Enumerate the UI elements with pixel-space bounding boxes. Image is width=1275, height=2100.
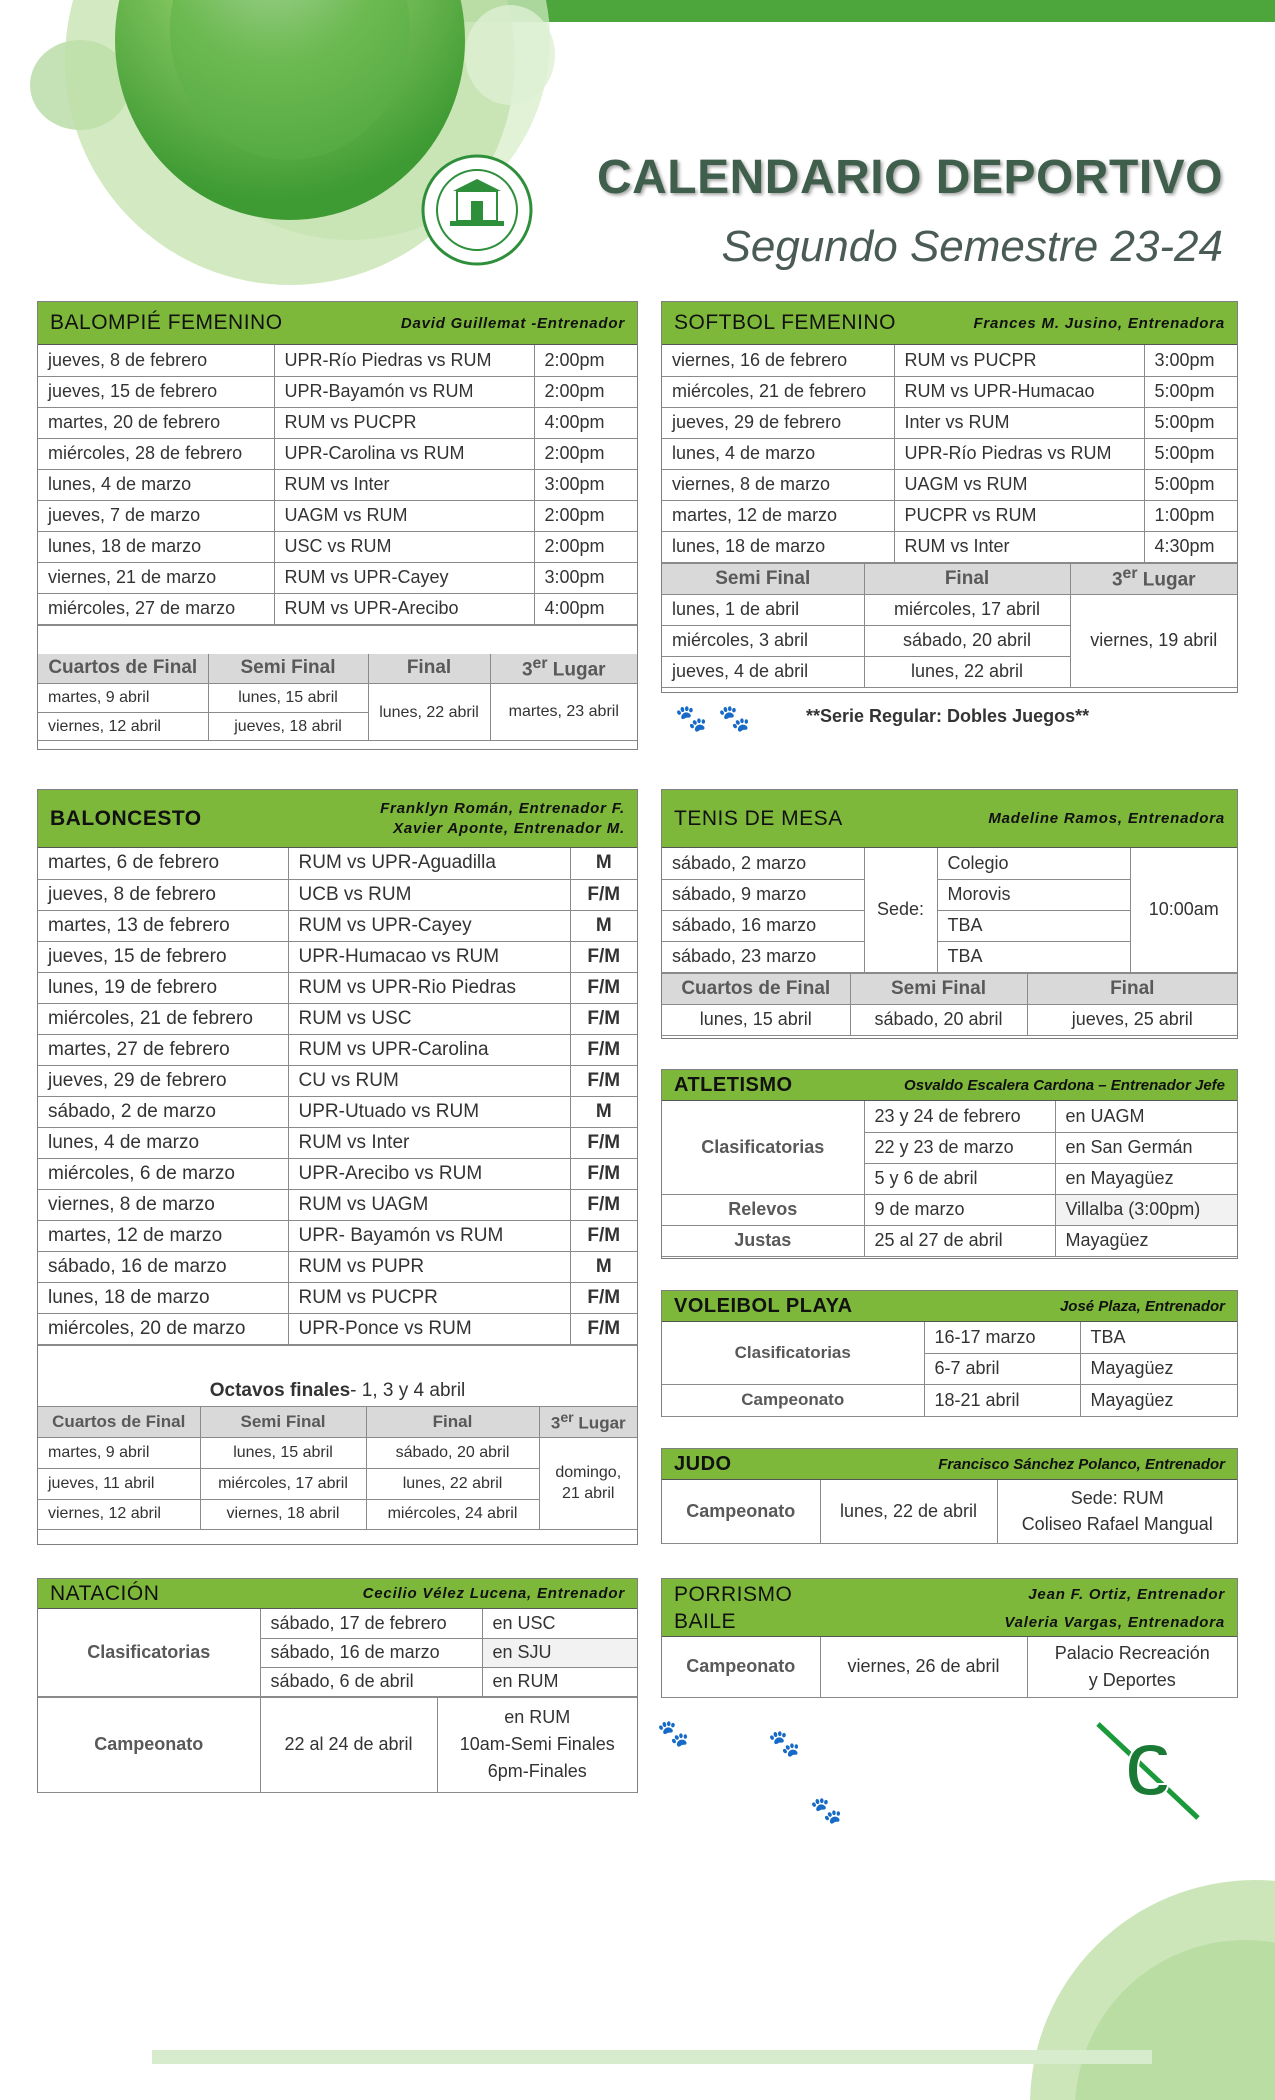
natacion-clasificatorias bbox=[38, 1609, 637, 1697]
game-row bbox=[38, 1065, 637, 1096]
sede-value: TBA bbox=[937, 941, 1130, 972]
event-place: en UAGM bbox=[1055, 1101, 1237, 1132]
game-row bbox=[38, 848, 637, 879]
game-row bbox=[662, 407, 1237, 438]
clasificatorias-label: Clasificatorias bbox=[38, 1609, 260, 1696]
natacion-header bbox=[38, 1579, 637, 1609]
playoff-header: Final bbox=[864, 563, 1070, 594]
voleibol-schedule bbox=[662, 1322, 1237, 1417]
paw-icon: 🐾 bbox=[718, 703, 751, 733]
playoff-header: Final bbox=[368, 654, 490, 684]
balompie-header bbox=[38, 302, 637, 345]
event-place: Villalba (3:00pm) bbox=[1055, 1194, 1237, 1225]
softbol-header bbox=[662, 302, 1237, 345]
game-category: F/M bbox=[570, 1034, 637, 1065]
playoff-header: Cuartos de Final bbox=[38, 1406, 200, 1437]
game-row bbox=[38, 879, 637, 910]
page-title: CALENDARIO DEPORTIVO bbox=[596, 151, 1223, 204]
judo-schedule bbox=[662, 1480, 1237, 1544]
sede-value: TBA bbox=[937, 910, 1130, 941]
game-row bbox=[662, 531, 1237, 562]
final-date: lunes, 22 abril bbox=[368, 684, 490, 741]
coach-name: José Plaza, Entrenador bbox=[1059, 1297, 1225, 1315]
cuartos-date: martes, 9 abril bbox=[38, 684, 208, 713]
game-match: RUM vs PUPR bbox=[288, 1251, 570, 1282]
game-date: martes, 13 de febrero bbox=[38, 910, 288, 941]
game-match: USC vs RUM bbox=[274, 531, 534, 562]
game-row bbox=[38, 1127, 637, 1158]
event-place: Mayagüez bbox=[1080, 1384, 1237, 1416]
clasificatorias-label: Clasificatorias bbox=[662, 1322, 924, 1384]
game-row bbox=[38, 407, 637, 438]
event-date: sábado, 16 de marzo bbox=[260, 1638, 482, 1667]
game-date: martes, 12 de marzo bbox=[38, 1220, 288, 1251]
game-row bbox=[662, 469, 1237, 500]
game-match: RUM vs UPR-Carolina bbox=[288, 1034, 570, 1065]
cuartos-date: viernes, 12 abril bbox=[38, 713, 208, 741]
game-category: F/M bbox=[570, 1158, 637, 1189]
spacer bbox=[38, 625, 637, 654]
coach-name: Valeria Vargas, Entrenadora bbox=[1004, 1613, 1225, 1631]
softbol-schedule bbox=[662, 345, 1237, 563]
game-match: RUM vs Inter bbox=[894, 531, 1144, 562]
game-date: lunes, 18 de marzo bbox=[662, 531, 894, 562]
atletismo-schedule bbox=[662, 1101, 1237, 1257]
game-row bbox=[38, 1096, 637, 1127]
octavos-label: Octavos finales bbox=[209, 1379, 351, 1401]
game-date: jueves, 8 de febrero bbox=[38, 345, 274, 376]
semi-date: lunes, 15 abril bbox=[208, 684, 368, 713]
game-match: CU vs RUM bbox=[288, 1065, 570, 1096]
tenis-date: sábado, 2 marzo bbox=[662, 848, 864, 879]
info-line: en RUM bbox=[504, 1707, 571, 1727]
sport-title: SOFTBOL FEMENINO bbox=[674, 311, 896, 334]
game-date: miércoles, 28 de febrero bbox=[38, 438, 274, 469]
balompie-section bbox=[37, 301, 638, 750]
event-place bbox=[997, 1480, 1237, 1543]
campeonato-label: Campeonato bbox=[662, 1480, 820, 1543]
paw-icon: 🐾 bbox=[657, 1718, 690, 1748]
event-date: sábado, 6 de abril bbox=[260, 1667, 482, 1696]
paw-icon: 🐾 bbox=[675, 703, 708, 733]
game-row bbox=[38, 1220, 637, 1251]
game-row bbox=[38, 500, 637, 531]
game-match: PUCPR vs RUM bbox=[894, 500, 1144, 531]
playoff-date: jueves, 25 abril bbox=[1027, 1004, 1237, 1035]
game-date: martes, 6 de febrero bbox=[38, 848, 288, 879]
event-date: viernes, 26 de abril bbox=[820, 1637, 1027, 1697]
tercer-date: domingo, 21 abril bbox=[539, 1437, 637, 1529]
event-place: TBA bbox=[1080, 1322, 1237, 1353]
event-date: 18-21 abril bbox=[924, 1384, 1080, 1416]
game-row bbox=[38, 345, 637, 376]
place-line: Coliseo Rafael Mangual bbox=[1021, 1514, 1213, 1535]
sport-title: NATACIÓN bbox=[50, 1581, 160, 1605]
game-match: RUM vs UPR-Rio Piedras bbox=[288, 972, 570, 1003]
baloncesto-header bbox=[38, 790, 637, 848]
campeonato-label: Campeonato bbox=[662, 1637, 820, 1697]
cuartos-date: jueves, 11 abril bbox=[38, 1468, 200, 1499]
game-match: UPR-Utuado vs RUM bbox=[288, 1096, 570, 1127]
event-info bbox=[437, 1697, 637, 1792]
game-category: M bbox=[570, 848, 637, 879]
game-time: 2:00pm bbox=[534, 345, 637, 376]
spacer bbox=[38, 1345, 637, 1376]
tenis-time: 10:00am bbox=[1130, 848, 1237, 972]
atletismo-header bbox=[662, 1070, 1237, 1101]
event-date: 25 al 27 de abril bbox=[864, 1225, 1055, 1256]
game-match: RUM vs UPR-Cayey bbox=[288, 910, 570, 941]
game-row bbox=[38, 1189, 637, 1220]
porrismo-schedule bbox=[662, 1637, 1237, 1698]
game-time: 5:00pm bbox=[1144, 376, 1237, 407]
game-category: M bbox=[570, 910, 637, 941]
game-match: UPR-Carolina vs RUM bbox=[274, 438, 534, 469]
atletismo-section bbox=[661, 1069, 1238, 1259]
game-row bbox=[38, 1158, 637, 1189]
playoff-header: Semi Final bbox=[200, 1406, 366, 1437]
page-subtitle: Segundo Semestre 23-24 bbox=[721, 222, 1223, 271]
game-date: miércoles, 21 de febrero bbox=[662, 376, 894, 407]
final-date: lunes, 22 abril bbox=[864, 656, 1070, 687]
game-match: UPR-Arecibo vs RUM bbox=[288, 1158, 570, 1189]
playoff-date: sábado, 20 abril bbox=[850, 1004, 1027, 1035]
game-date: sábado, 16 de marzo bbox=[38, 1251, 288, 1282]
semi-date: viernes, 18 abril bbox=[200, 1499, 366, 1529]
game-row bbox=[662, 500, 1237, 531]
game-time: 5:00pm bbox=[1144, 438, 1237, 469]
game-match: RUM vs UPR-Aguadilla bbox=[288, 848, 570, 879]
campeonato-label: Campeonato bbox=[38, 1697, 260, 1792]
game-time: 2:00pm bbox=[534, 531, 637, 562]
place-line: Sede: RUM bbox=[1070, 1488, 1164, 1509]
game-category: F/M bbox=[570, 941, 637, 972]
baloncesto-playoffs bbox=[38, 1406, 637, 1530]
judo-section bbox=[661, 1448, 1238, 1544]
semi-date: lunes, 1 de abril bbox=[662, 594, 864, 625]
game-category: F/M bbox=[570, 972, 637, 1003]
sport-title: ATLETISMO bbox=[674, 1073, 793, 1096]
game-row bbox=[38, 1034, 637, 1065]
event-date: 6-7 abril bbox=[924, 1353, 1080, 1384]
game-row bbox=[38, 562, 637, 593]
playoff-header: Semi Final bbox=[662, 563, 864, 594]
tenis-date: sábado, 16 marzo bbox=[662, 910, 864, 941]
coach-name: Francisco Sánchez Polanco, Entrenador bbox=[938, 1455, 1225, 1473]
clasificatorias-label: Clasificatorias bbox=[662, 1101, 864, 1194]
octavos-dates: - 1, 3 y 4 abril bbox=[350, 1379, 466, 1401]
place-line: Palacio Recreación bbox=[1054, 1642, 1210, 1663]
game-category: F/M bbox=[570, 1003, 637, 1034]
game-match: RUM vs PUCPR bbox=[894, 345, 1144, 376]
game-row bbox=[38, 469, 637, 500]
voleibol-section bbox=[661, 1290, 1238, 1417]
game-date: lunes, 4 de marzo bbox=[38, 1127, 288, 1158]
porrismo-header bbox=[662, 1579, 1237, 1637]
playoff-header: Cuartos de Final bbox=[38, 654, 208, 684]
semi-date: miércoles, 17 abril bbox=[200, 1468, 366, 1499]
coach-name: Xavier Aponte, Entrenador M. bbox=[393, 819, 625, 837]
event-place bbox=[1027, 1637, 1237, 1697]
game-row bbox=[662, 345, 1237, 376]
game-match: RUM vs UPR-Arecibo bbox=[274, 593, 534, 624]
game-match: RUM vs UPR-Cayey bbox=[274, 562, 534, 593]
final-date: miércoles, 17 abril bbox=[864, 594, 1070, 625]
game-time: 2:00pm bbox=[534, 376, 637, 407]
playoff-header: Cuartos de Final bbox=[662, 973, 850, 1004]
game-row bbox=[38, 972, 637, 1003]
game-match: UPR- Bayamón vs RUM bbox=[288, 1220, 570, 1251]
paw-icon: 🐾 bbox=[768, 1728, 801, 1758]
game-match: UAGM vs RUM bbox=[274, 500, 534, 531]
final-date: sábado, 20 abril bbox=[366, 1437, 539, 1468]
playoff-header: 3er Lugar bbox=[1070, 563, 1237, 594]
semi-date: jueves, 18 abril bbox=[208, 713, 368, 741]
game-row bbox=[38, 1003, 637, 1034]
game-date: lunes, 19 de febrero bbox=[38, 972, 288, 1003]
coach-name: Jean F. Ortiz, Entrenador bbox=[1028, 1586, 1225, 1604]
sede-value: Morovis bbox=[937, 879, 1130, 910]
judo-header bbox=[662, 1449, 1237, 1480]
game-date: lunes, 4 de marzo bbox=[38, 469, 274, 500]
playoff-header: 3er Lugar bbox=[539, 1406, 637, 1437]
place-line: y Deportes bbox=[1088, 1669, 1176, 1690]
semi-date: miércoles, 3 abril bbox=[662, 625, 864, 656]
game-time: 5:00pm bbox=[1144, 469, 1237, 500]
tercer-date: martes, 23 abril bbox=[490, 684, 637, 741]
game-match: RUM vs PUCPR bbox=[288, 1282, 570, 1313]
game-date: martes, 27 de febrero bbox=[38, 1034, 288, 1065]
game-match: UPR-Humacao vs RUM bbox=[288, 941, 570, 972]
tenis-header bbox=[662, 790, 1237, 848]
semi-date: jueves, 4 de abril bbox=[662, 656, 864, 687]
game-time: 2:00pm bbox=[534, 438, 637, 469]
game-time: 3:00pm bbox=[534, 469, 637, 500]
university-seal-logo bbox=[420, 153, 535, 268]
game-date: viernes, 8 de marzo bbox=[662, 469, 894, 500]
cuartos-date: viernes, 12 abril bbox=[38, 1499, 200, 1529]
game-match: UPR-Río Piedras vs RUM bbox=[894, 438, 1144, 469]
info-line: 6pm-Finales bbox=[487, 1761, 587, 1781]
tenis-section bbox=[661, 789, 1238, 1039]
game-match: RUM vs UPR-Humacao bbox=[894, 376, 1144, 407]
softbol-playoffs bbox=[662, 563, 1237, 688]
game-date: viernes, 16 de febrero bbox=[662, 345, 894, 376]
game-row bbox=[38, 593, 637, 624]
semi-date: lunes, 15 abril bbox=[200, 1437, 366, 1468]
game-match: RUM vs USC bbox=[288, 1003, 570, 1034]
game-date: jueves, 29 de febrero bbox=[38, 1065, 288, 1096]
game-row bbox=[38, 1282, 637, 1313]
relevos-label: Relevos bbox=[662, 1194, 864, 1225]
game-time: 4:30pm bbox=[1144, 531, 1237, 562]
coach-name: Cecilio Vélez Lucena, Entrenador bbox=[362, 1585, 625, 1602]
game-match: UAGM vs RUM bbox=[894, 469, 1144, 500]
game-category: F/M bbox=[570, 1282, 637, 1313]
sport-title: VOLEIBOL PLAYA bbox=[674, 1294, 853, 1317]
game-match: UPR-Bayamón vs RUM bbox=[274, 376, 534, 407]
tenis-date: sábado, 23 marzo bbox=[662, 941, 864, 972]
softbol-note: **Serie Regular: Dobles Juegos** bbox=[806, 706, 1090, 726]
natacion-section bbox=[37, 1578, 638, 1793]
game-time: 4:00pm bbox=[534, 593, 637, 624]
game-row bbox=[38, 910, 637, 941]
tenis-schedule bbox=[662, 848, 1237, 973]
game-match: RUM vs UAGM bbox=[288, 1189, 570, 1220]
game-date: miércoles, 21 de febrero bbox=[38, 1003, 288, 1034]
event-date: 22 al 24 de abril bbox=[260, 1697, 437, 1792]
event-date: 23 y 24 de febrero bbox=[864, 1101, 1055, 1132]
game-row bbox=[38, 1313, 637, 1344]
porrismo-section bbox=[661, 1578, 1238, 1698]
game-category: F/M bbox=[570, 1189, 637, 1220]
game-match: RUM vs PUCPR bbox=[274, 407, 534, 438]
game-row bbox=[662, 376, 1237, 407]
game-match: UPR-Río Piedras vs RUM bbox=[274, 345, 534, 376]
info-line: 10am-Semi Finales bbox=[459, 1734, 615, 1754]
sede-value: Colegio bbox=[937, 848, 1130, 879]
colegio-c-logo bbox=[1090, 1718, 1205, 1823]
tenis-date: sábado, 9 marzo bbox=[662, 879, 864, 910]
game-row bbox=[38, 1251, 637, 1282]
game-match: RUM vs Inter bbox=[274, 469, 534, 500]
playoff-header: Final bbox=[1027, 973, 1237, 1004]
natacion-campeonato bbox=[38, 1697, 637, 1793]
game-time: 1:00pm bbox=[1144, 500, 1237, 531]
sport-title: TENIS DE MESA bbox=[674, 806, 843, 830]
game-row bbox=[38, 438, 637, 469]
game-date: martes, 20 de febrero bbox=[38, 407, 274, 438]
game-date: sábado, 2 de marzo bbox=[38, 1096, 288, 1127]
final-date: sábado, 20 abril bbox=[864, 625, 1070, 656]
event-date: 5 y 6 de abril bbox=[864, 1163, 1055, 1194]
paw-icon: 🐾 bbox=[810, 1795, 843, 1825]
baloncesto-section bbox=[37, 789, 638, 1545]
event-place: en RUM bbox=[482, 1667, 637, 1696]
game-time: 3:00pm bbox=[534, 562, 637, 593]
game-date: jueves, 7 de marzo bbox=[38, 500, 274, 531]
game-date: miércoles, 20 de marzo bbox=[38, 1313, 288, 1344]
baloncesto-schedule bbox=[38, 848, 637, 1345]
coach-name: David Guillemat -Entrenador bbox=[400, 314, 625, 332]
game-category: M bbox=[570, 1251, 637, 1282]
event-place: en SJU bbox=[482, 1638, 637, 1667]
game-match: UPR-Ponce vs RUM bbox=[288, 1313, 570, 1344]
final-date: miércoles, 24 abril bbox=[366, 1499, 539, 1529]
game-row bbox=[38, 376, 637, 407]
game-category: F/M bbox=[570, 1220, 637, 1251]
event-place: en San Germán bbox=[1055, 1132, 1237, 1163]
balompie-schedule bbox=[38, 345, 637, 625]
game-match: RUM vs Inter bbox=[288, 1127, 570, 1158]
game-date: martes, 12 de marzo bbox=[662, 500, 894, 531]
final-date: lunes, 22 abril bbox=[366, 1468, 539, 1499]
octavos-finales bbox=[38, 1376, 637, 1406]
balompie-playoffs bbox=[38, 654, 637, 742]
playoff-header: 3er Lugar bbox=[490, 654, 637, 684]
game-date: miércoles, 6 de marzo bbox=[38, 1158, 288, 1189]
game-date: jueves, 8 de febrero bbox=[38, 879, 288, 910]
green-circle-decoration bbox=[1015, 1865, 1275, 2100]
playoff-header: Semi Final bbox=[850, 973, 1027, 1004]
game-category: M bbox=[570, 1096, 637, 1127]
justas-label: Justas bbox=[662, 1225, 864, 1256]
bottom-decor-bar bbox=[152, 2050, 1152, 2064]
playoff-header: Semi Final bbox=[208, 654, 368, 684]
game-date: viernes, 8 de marzo bbox=[38, 1189, 288, 1220]
coach-name: Madeline Ramos, Entrenadora bbox=[988, 810, 1225, 827]
event-place: en Mayagüez bbox=[1055, 1163, 1237, 1194]
game-time: 3:00pm bbox=[1144, 345, 1237, 376]
playoff-date: lunes, 15 abril bbox=[662, 1004, 850, 1035]
game-category: F/M bbox=[570, 1313, 637, 1344]
game-time: 4:00pm bbox=[534, 407, 637, 438]
game-time: 2:00pm bbox=[534, 500, 637, 531]
sport-title: JUDO bbox=[674, 1452, 732, 1475]
game-row bbox=[38, 941, 637, 972]
game-date: jueves, 29 de febrero bbox=[662, 407, 894, 438]
game-time: 5:00pm bbox=[1144, 407, 1237, 438]
softbol-section bbox=[661, 301, 1238, 693]
game-category: F/M bbox=[570, 1127, 637, 1158]
sport-title: BALONCESTO bbox=[50, 806, 202, 830]
game-row bbox=[38, 531, 637, 562]
sport-title: BAILE bbox=[674, 1610, 737, 1634]
sport-title: PORRISMO bbox=[674, 1582, 793, 1606]
coach-name: Franklyn Román, Entrenador F. bbox=[380, 799, 625, 817]
event-place: Mayagüez bbox=[1080, 1353, 1237, 1384]
tercer-date: viernes, 19 abril bbox=[1070, 594, 1237, 687]
voleibol-header bbox=[662, 1291, 1237, 1322]
game-date: jueves, 15 de febrero bbox=[38, 376, 274, 407]
event-date: sábado, 17 de febrero bbox=[260, 1609, 482, 1638]
game-match: UCB vs RUM bbox=[288, 879, 570, 910]
event-date: 16-17 marzo bbox=[924, 1322, 1080, 1353]
game-date: lunes, 18 de marzo bbox=[38, 531, 274, 562]
event-place: en USC bbox=[482, 1609, 637, 1638]
game-date: lunes, 18 de marzo bbox=[38, 1282, 288, 1313]
coach-name: Frances M. Jusino, Entrenadora bbox=[973, 314, 1225, 332]
cuartos-date: martes, 9 abril bbox=[38, 1437, 200, 1468]
game-category: F/M bbox=[570, 879, 637, 910]
game-category: F/M bbox=[570, 1065, 637, 1096]
sport-title: BALOMPIÉ FEMENINO bbox=[50, 311, 283, 334]
event-date: 22 y 23 de marzo bbox=[864, 1132, 1055, 1163]
sede-label: Sede: bbox=[864, 848, 937, 972]
event-date: lunes, 22 de abril bbox=[820, 1480, 997, 1543]
playoff-header: Final bbox=[366, 1406, 539, 1437]
game-date: viernes, 21 de marzo bbox=[38, 562, 274, 593]
game-date: jueves, 15 de febrero bbox=[38, 941, 288, 972]
game-match: Inter vs RUM bbox=[894, 407, 1144, 438]
event-place: Mayagüez bbox=[1055, 1225, 1237, 1256]
coach-name: Osvaldo Escalera Cardona – Entrenador Jefe bbox=[904, 1076, 1225, 1094]
event-date: 9 de marzo bbox=[864, 1194, 1055, 1225]
game-date: miércoles, 27 de marzo bbox=[38, 593, 274, 624]
campeonato-label: Campeonato bbox=[662, 1384, 924, 1416]
game-row bbox=[662, 438, 1237, 469]
game-date: lunes, 4 de marzo bbox=[662, 438, 894, 469]
tenis-playoffs bbox=[662, 973, 1237, 1036]
